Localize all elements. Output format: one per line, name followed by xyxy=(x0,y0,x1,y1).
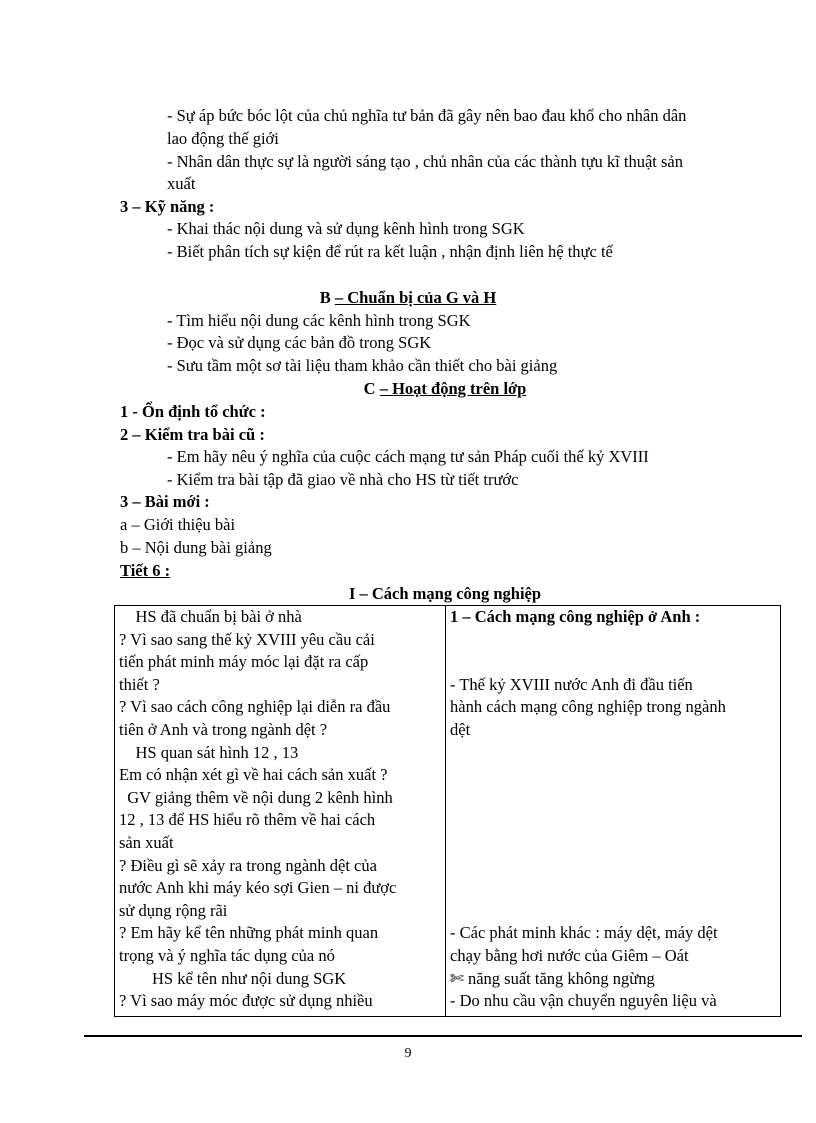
right-line: năng suất tăng không ngừng xyxy=(467,968,655,988)
activities-heading xyxy=(0,378,816,401)
right-line: - Các phát minh khác : máy dệt, máy dệt xyxy=(450,923,718,943)
lesson-table xyxy=(114,605,781,1017)
right-line xyxy=(450,629,776,652)
left-line: HS quan sát hình 12 , 13 xyxy=(119,742,299,762)
check-item-1: - Em hãy nêu ý nghĩa của cuộc cách mạng tư sản Pháp cuối thế kỷ XVIII xyxy=(167,447,649,466)
left-line: 12 , 13 để HS hiểu rõ thêm về hai cách xyxy=(119,810,376,830)
left-line: trọng và ý nghĩa tác dụng của nó xyxy=(119,945,335,965)
table-row xyxy=(115,606,781,1017)
prep-heading-prefix: B xyxy=(319,288,335,307)
left-line: Em có nhận xét gì về hai cách sản xuất ? xyxy=(119,765,388,785)
left-line: ? Em hãy kể tên những phát minh quan xyxy=(119,923,379,943)
teacher-student-activity-cell xyxy=(115,606,446,1017)
period-label: Tiết 6 : xyxy=(120,561,171,580)
prep-heading xyxy=(0,287,816,310)
intro-line-2: lao động thế giới xyxy=(167,129,279,148)
prep-item-3: - Sưu tầm một sơ tài liệu tham khảo cần thiết cho bài giảng xyxy=(167,356,558,375)
prep-item-2: - Đọc và sử dụng các bản đồ trong SGK xyxy=(167,333,432,352)
activities-step-1: 1 - Ổn định tổ chức : xyxy=(120,402,266,421)
right-line xyxy=(450,651,776,674)
activities-step-3: 3 – Bài mới : xyxy=(120,492,210,511)
spacer xyxy=(450,855,776,878)
left-line: HS đã chuẩn bị bài ở nhà xyxy=(119,607,302,626)
footer-rule xyxy=(84,1035,802,1037)
activities-heading-prefix: C xyxy=(363,379,380,398)
prep-item-1: - Tìm hiểu nội dung các kênh hình trong SGK xyxy=(167,311,471,330)
content-heading: 1 – Cách mạng công nghiệp ở Anh : xyxy=(450,607,701,626)
left-line: tiên ở Anh và trong ngành dệt ? xyxy=(119,719,328,739)
skills-item-1: - Khai thác nội dung và sử dụng kênh hình trong SGK xyxy=(167,219,525,238)
left-line: ? Vì sao máy móc được sử dụng nhiều xyxy=(119,991,373,1011)
spacer xyxy=(450,809,776,832)
right-line: - Thế kỷ XVIII nước Anh đi đầu tiến xyxy=(450,674,693,694)
spacer xyxy=(450,832,776,855)
section-title: I – Cách mạng công nghiệp xyxy=(348,584,542,603)
activities-heading-text: – Hoạt động trên lớp xyxy=(379,379,527,398)
left-line: nước Anh khi máy kéo sợi Gien – ni được xyxy=(119,878,397,898)
spacer xyxy=(450,877,776,900)
prep-heading-text: – Chuẩn bị của G và H xyxy=(334,288,497,307)
left-line: ? Vì sao sang thế kỷ XVIII yêu cầu cải xyxy=(119,629,375,649)
spacer xyxy=(450,900,776,923)
check-item-2: - Kiểm tra bài tập đã giao về nhà cho HS từ tiết trước xyxy=(167,470,519,489)
new-lesson-a: a – Giới thiệu bài xyxy=(120,515,236,534)
left-line: ? Điều gì sẽ xảy ra trong ngành dệt của xyxy=(119,855,377,875)
content-cell xyxy=(446,606,781,1017)
right-line: chạy bằng hơi nước của Giêm – Oát xyxy=(450,945,689,965)
intro-line-3: - Nhân dân thực sự là người sáng tạo , chủ nhân của các thành tựu kĩ thuật sản xyxy=(167,152,683,171)
skills-item-2: - Biết phân tích sự kiện để rút ra kết luận , nhận định liên hệ thực tế xyxy=(167,242,613,261)
right-line: - Do nhu cầu vận chuyển nguyên liệu và xyxy=(450,991,717,1011)
left-line: thiết ? xyxy=(119,674,160,694)
intro-line-1: - Sự áp bức bóc lột của chủ nghĩa tư bản đã gây nên bao đau khổ cho nhân dân xyxy=(167,106,687,125)
left-line: HS kể tên như nội dung SGK xyxy=(119,968,347,988)
right-line: dệt xyxy=(450,719,471,739)
result-line xyxy=(450,968,776,991)
right-line: hành cách mạng công nghiệp trong ngành xyxy=(450,697,726,717)
new-lesson-b: b – Nội dung bài giảng xyxy=(120,538,272,557)
activities-step-2: 2 – Kiểm tra bài cũ : xyxy=(120,425,265,444)
left-line: ? Vì sao cách công nghiệp lại diễn ra đầu xyxy=(119,697,391,717)
skills-heading: 3 – Kỹ năng : xyxy=(120,197,215,216)
intro-line-4: xuất xyxy=(167,174,196,193)
scissors-arrow-icon: ✄ xyxy=(450,968,464,988)
left-line: sử dụng rộng rãi xyxy=(119,900,228,920)
page-number: 9 xyxy=(404,1046,412,1061)
spacer xyxy=(450,764,776,787)
spacer xyxy=(450,742,776,765)
spacer xyxy=(450,787,776,810)
left-line: sản xuất xyxy=(119,832,174,852)
left-line: GV giảng thêm về nội dung 2 kênh hình xyxy=(119,787,393,807)
left-line: tiến phát minh máy móc lại đặt ra cấp xyxy=(119,652,369,672)
